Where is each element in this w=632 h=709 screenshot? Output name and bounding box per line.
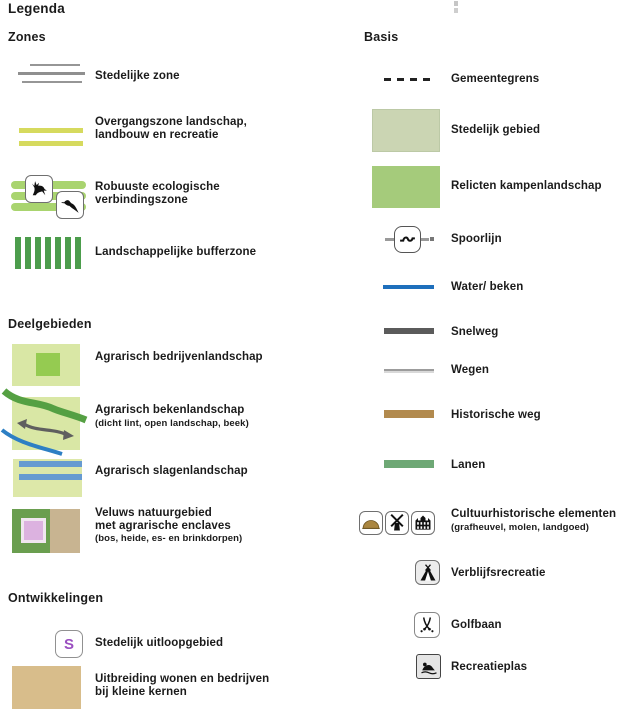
estate-building-icon [411,511,435,535]
deelgebieden-heading: Deelgebieden [8,317,92,331]
golfbaan-label: Golfbaan [451,619,502,631]
scan-artifact [454,1,458,13]
green-band-icon [4,391,86,420]
rail-segment [421,238,429,241]
spoorlijn-label: Spoorlijn [451,233,502,245]
bekenlandschap-sub: (dicht lint, open landschap, beek) [95,418,249,429]
historische-weg-label: Historische weg [451,409,541,421]
beek-line-icon [2,430,62,454]
gemeentegrens-label: Gemeentegrens [451,73,540,85]
gray-line-icon [18,72,85,75]
recreatieplas-label: Recreatieplas [451,661,528,673]
windmill-icon [385,511,409,535]
legend-title: Legenda [8,1,65,16]
uitloopgebied-label: Stedelijk uitloopgebied [95,637,224,649]
overgangszone-label: Overgangszone landschap, landbouw en recreatie [95,116,247,141]
slagenlandschap-swatch [13,459,82,497]
s-badge-icon: S [55,630,83,658]
verblijfsrecreatie-label: Verblijfsrecreatie [451,567,546,579]
veluws-swatch [12,509,80,553]
veluws-label: Veluws natuurgebied met agrarische enclaves [95,507,231,532]
zones-heading: Zones [8,30,46,44]
cultuurhistorisch-label: Cultuurhistorische elementen [451,508,617,520]
water-line-icon [383,285,434,289]
tent-icon [415,560,440,585]
gray-line-icon [30,64,80,66]
burial-mound-icon [359,511,383,535]
uitbreiding-swatch [12,666,81,709]
wegen-line-icon [384,369,434,373]
gray-line-icon [22,81,82,83]
water-label: Water/ beken [451,281,524,293]
bekenlandschap-swatch [12,397,80,450]
bufferzone-bars-icon [15,237,85,269]
bedrijvenlandschap-swatch [12,344,80,386]
lanen-label: Lanen [451,459,486,471]
blue-stripe [19,474,82,480]
stedelijk-gebied-label: Stedelijk gebied [451,124,541,136]
overgangszone-line-icon [19,141,83,146]
relicten-label: Relicten kampenlandschap [451,180,602,192]
deer-icon [25,175,53,203]
railway-wave-icon [394,226,421,253]
bufferzone-label: Landschappelijke bufferzone [95,246,257,258]
bedrijvenlandschap-label: Agrarisch bedrijvenlandschap [95,351,263,363]
relicten-swatch [372,166,440,208]
ontwikkelingen-heading: Ontwikkelingen [8,591,104,605]
snelweg-line-icon [384,328,434,334]
robuuste-label: Robuuste ecologische verbindingszone [95,181,220,206]
wegen-label: Wegen [451,364,489,376]
cultuurhistorisch-sub: (grafheuvel, molen, landgoed) [451,522,590,533]
enclave-square [21,518,46,543]
double-arrow-icon [24,424,67,435]
golf-clubs-icon [414,612,440,638]
swimmer-icon [416,654,441,679]
overgangszone-line-icon [19,128,83,133]
snelweg-label: Snelweg [451,326,499,338]
slagenlandschap-label: Agrarisch slagenlandschap [95,465,248,477]
stedelijk-gebied-swatch [372,109,440,152]
inner-square [36,353,60,376]
rail-tick [430,237,434,241]
stedelijke-zone-label: Stedelijke zone [95,70,180,82]
blue-stripe [19,461,82,467]
lanen-line-icon [384,460,434,468]
dashed-boundary-icon [384,78,435,81]
bird-icon [56,191,84,219]
uitbreiding-label: Uitbreiding wonen en bedrijven bij kleine kernen [95,673,270,698]
historische-weg-line-icon [384,410,434,418]
veluws-sub: (bos, heide, es- en brinkdorpen) [95,533,243,544]
basis-heading: Basis [364,30,399,44]
bekenlandschap-label: Agrarisch bekenlandschap [95,404,245,416]
stedelijke-zone-symbol [18,64,85,85]
